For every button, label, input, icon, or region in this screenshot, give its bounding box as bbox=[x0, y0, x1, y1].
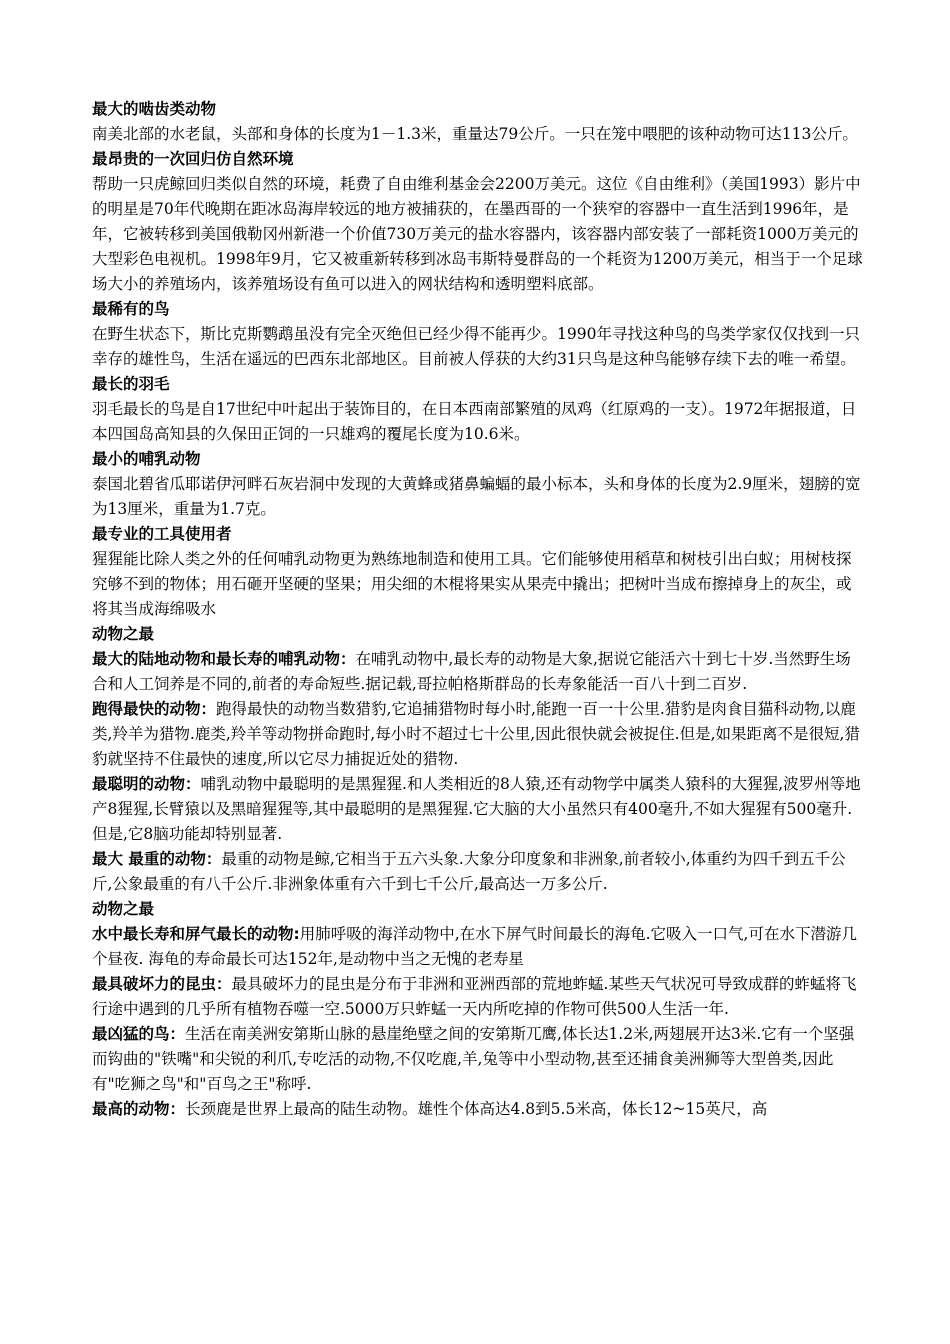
record-entry bbox=[92, 1022, 864, 1097]
record-title: 最高的动物： bbox=[92, 1100, 186, 1118]
record-text: 用肺呼吸的海洋动物中,在水下屏气时间最长的海龟.它吸入一口气,可在水下潜游几个昼夜. 海龟的寿命最长可达152年,是动物中当之无愧的老寿星 bbox=[92, 925, 857, 968]
record-title: 最聪明的动物： bbox=[92, 775, 201, 793]
section-heading: 最昂贵的一次回归仿自然环境 bbox=[92, 150, 294, 168]
section-heading: 最专业的工具使用者 bbox=[92, 525, 232, 543]
section-heading: 最长的羽毛 bbox=[92, 375, 170, 393]
record-text: 最重的动物是鲸,它相当于五六头象.大象分印度象和非洲象,前者较小,体重约为四千到五千公斤,公象最重的有八千公斤.非洲象体重有六千到七千公斤,最高达一万多公斤. bbox=[92, 850, 846, 893]
section-body: 羽毛最长的鸟是自17世纪中叶起出于装饰目的，在日本西南部繁殖的凤鸡（红原鸡的一支）。1972年据报道，日本四国岛高知县的久保田正饲的一只雄鸡的覆尾长度为10.6米。 bbox=[92, 400, 857, 443]
category-heading: 动物之最 bbox=[92, 625, 155, 643]
section-body: 南美北部的水老鼠，头部和身体的长度为1－1.3米，重量达79公斤。一只在笼中喂肥的该种动物可达113公斤。 bbox=[92, 125, 858, 143]
record-text: 生活在南美洲安第斯山脉的悬崖绝壁之间的安第斯兀鹰,体长达1.2米,两翅展开达3米.它有一个坚强而钩曲的"铁嘴"和尖锐的利爪,专吃活的动物,不仅吃鹿,羊,兔等中小型动物,甚至还捕食美洲狮等大型兽类,因此有"吃狮之鸟"和"百鸟之王"称呼. bbox=[92, 1025, 855, 1093]
record-entry bbox=[92, 972, 864, 1022]
section-heading: 最稀有的鸟 bbox=[92, 300, 170, 318]
section-heading: 最小的哺乳动物 bbox=[92, 450, 201, 468]
record-entry bbox=[92, 1097, 864, 1122]
record-entry bbox=[92, 922, 864, 972]
section-body: 猩猩能比除人类之外的任何哺乳动物更为熟练地制造和使用工具。它们能够使用稻草和树枝引出白蚁；用树枝探究够不到的物体；用石砸开坚硬的坚果；用尖细的木棍将果实从果壳中撬出；把树叶当成布擦掉身上的灰尘，或将其当成海绵吸水 bbox=[92, 550, 852, 618]
record-title: 最大 最重的动物： bbox=[92, 850, 222, 868]
record-text: 跑得最快的动物当数猎豹,它追捕猎物时每小时,能跑一百一十公里.猎豹是肉食目猫科动物,以鹿类,羚羊为猎物.鹿类,羚羊等动物拼命跑时,每小时不超过七十公里,因此很快就会被捉住.但是,如果距离不是很短,猎豹就坚持不住最快的速度,所以它尽力捕捉近处的猎物. bbox=[92, 700, 860, 768]
record-entry bbox=[92, 697, 864, 772]
record-text: 最具破坏力的昆虫是分布于非洲和亚洲西部的荒地蚱蜢.某些天气状况可导致成群的蚱蜢将飞行途中遇到的几乎所有植物吞噬一空.5000万只蚱蜢一天内所吃掉的作物可供500人生活一年. bbox=[92, 975, 857, 1018]
record-title: 最具破坏力的昆虫： bbox=[92, 975, 232, 993]
section-body: 泰国北碧省瓜耶诺伊河畔石灰岩洞中发现的大黄蜂或猪鼻蝙蝠的最小标本，头和身体的长度为2.9厘米，翅膀的宽为13厘米，重量为1.7克。 bbox=[92, 475, 861, 518]
section-body: 帮助一只虎鲸回归类似自然的环境，耗费了自由维利基金会2200万美元。这位《自由维利》（美国1993）影片中的明星是70年代晚期在距冰岛海岸较远的地方被捕获的，在墨西哥的一个狭窄的容器中一直生活到1996年，是年，它被转移到美国俄勒冈州新港一个价值730万美元的盐水容器内，该容器内部安装了一部耗资1000万美元的大型彩色电视机。1998年9月，它又被重新转移到冰岛韦斯特曼群岛的一个耗资为1200万美元，相当于一个足球场大小的养殖场内，该养殖场设有鱼可以进入的网状结构和透明塑料底部。 bbox=[92, 175, 863, 293]
record-text: 哺乳动物中最聪明的是黑猩猩.和人类相近的8人猿,还有动物学中属类人猿科的大猩猩,波罗州等地产8猩猩,长臂猿以及黑暗猩猩等,其中最聪明的是黑猩猩.它大脑的大小虽然只有400毫升,不如大猩猩有500毫升.但是,它8脑功能却特别显著. bbox=[92, 775, 861, 843]
record-entry bbox=[92, 647, 864, 697]
record-text: 长颈鹿是世界上最高的陆生动物。雄性个体高达4.8到5.5米高，体长12~15英尺，高 bbox=[185, 1100, 768, 1118]
record-text: 在哺乳动物中,最长寿的动物是大象,据说它能活六十到七十岁.当然野生场合和人工饲养是不同的,前者的寿命短些.据记载,哥拉帕格斯群岛的长寿象能活一百八十到二百岁. bbox=[92, 650, 851, 693]
record-entry bbox=[92, 847, 864, 897]
record-title: 跑得最快的动物： bbox=[92, 700, 217, 718]
section-heading: 最大的啮齿类动物 bbox=[92, 100, 217, 118]
section-body: 在野生状态下，斯比克斯鹦鹉虽没有完全灭绝但已经少得不能再少。1990年寻找这种鸟的鸟类学家仅仅找到一只幸存的雄性鸟，生活在遥远的巴西东北部地区。目前被人俘获的大约31只鸟是这种鸟能够存续下去的唯一希望。 bbox=[92, 325, 860, 368]
record-title: 最凶猛的鸟： bbox=[92, 1025, 186, 1043]
record-entry bbox=[92, 772, 864, 847]
category-heading: 动物之最 bbox=[92, 900, 155, 918]
record-title: 最大的陆地动物和最长寿的哺乳动物： bbox=[92, 650, 356, 668]
record-title: 水中最长寿和屏气最长的动物: bbox=[92, 925, 300, 943]
